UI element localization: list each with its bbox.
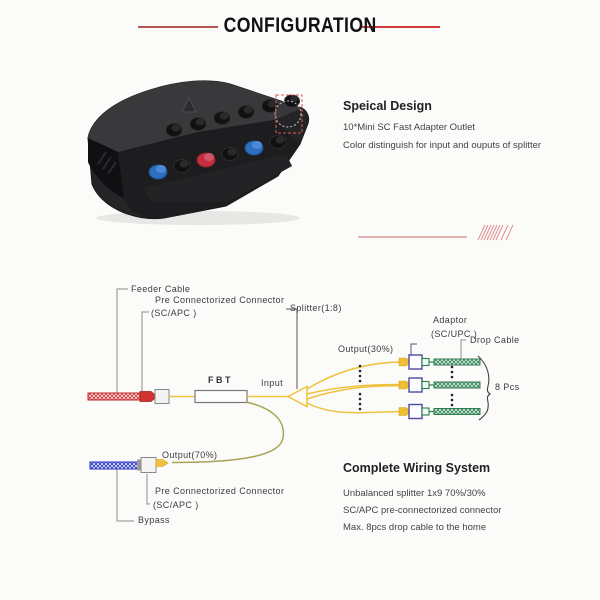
adaptor-label: Adaptor [433,315,468,325]
sc-apc-label: (SC/APC ) [153,500,199,510]
fbt-label: FBT [208,375,233,385]
feeder-connector [140,392,157,402]
feeder-cable-label: Feeder Cable [131,284,191,294]
pre-conn-bottom-callout [147,474,150,504]
special-design-heading: Speical Design [343,99,432,113]
input-label: Input [261,378,284,388]
splitter-label: Splitter(1:8) [290,303,342,313]
wiring-system-line: Max. 8pcs drop cable to the home [343,522,487,533]
bypass-cable [90,462,140,469]
pre-connectorized-connector-label: Pre Connectorized Connector [155,486,285,496]
pre-connectorized-connector-label: Pre Connectorized Connector [155,295,285,305]
drop-cable-row [399,405,480,419]
bypass-connector [141,458,156,473]
output-30-label: Output(30%) [338,344,394,354]
drop-cable-rows [399,355,480,419]
wiring-system-line: SC/APC pre-connectorized connector [343,505,502,516]
drop-cable-label: Drop Cable [470,335,520,345]
wiring-system-line: Unbalanced splitter 1x9 70%/30% [343,488,486,499]
wiring-system-heading: Complete Wiring System [343,461,491,475]
bypass-callout [117,469,134,521]
fbt-box [195,391,247,403]
drop-cable-row [399,378,480,392]
pcs-label: 8 Pcs [495,382,520,392]
bypass-label: Bypass [138,515,170,525]
special-design-line: Color distinguish for input and ouputs of splitter [343,140,542,151]
special-design-line: 10*Mini SC Fast Adapter Outlet [343,122,476,133]
sc-apc-label: (SC/APC ) [151,308,197,318]
page-title: CONFIGURATION [223,14,377,37]
sc-upc-label: (SC/UPC ) [431,329,478,339]
splitter-callout [286,309,297,389]
drop-cable-row [399,355,480,369]
bypass-connector-tip [156,460,168,467]
splitter-output-fibers [307,362,401,413]
input-adapter [155,390,169,404]
bypass-connector-boot [137,460,141,471]
pre-conn-top-callout [142,312,149,391]
output-70-label: Output(70%) [162,450,218,460]
drop-cable-callout [461,340,466,361]
splitter-symbol [288,387,307,407]
feeder-cable-callout [117,289,128,394]
feeder-cable [88,393,140,400]
